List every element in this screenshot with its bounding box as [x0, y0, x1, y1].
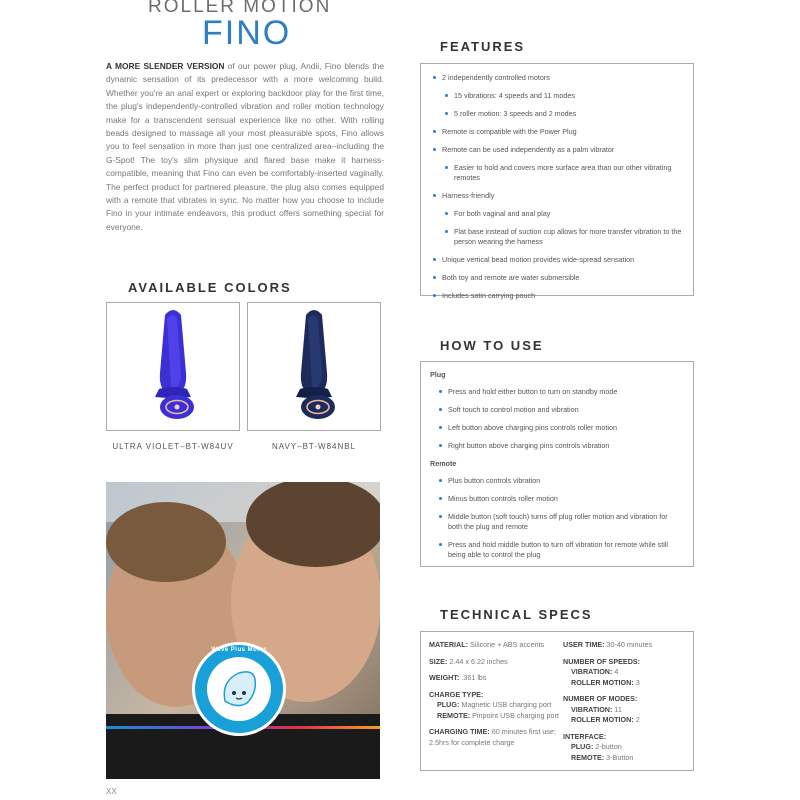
badge-text: Wave Plus Motor	[211, 647, 267, 653]
speeds-roller-label: ROLLER MOTION:	[571, 677, 634, 687]
charge-type-label: CHARGE TYPE:	[429, 689, 484, 699]
features-title: FEATURES	[440, 39, 526, 54]
feature-item: 5 roller motion: 3 speeds and 2 modes	[445, 109, 683, 119]
howto-group-label: Remote	[430, 459, 457, 468]
howto-item: Middle button (soft touch) turns off plug roller motion and vibration for both the plug and remote	[439, 512, 683, 532]
colors-title: AVAILABLE COLORS	[128, 280, 292, 295]
smiling-motor-icon	[207, 657, 271, 721]
wave-plus-motor-badge	[192, 642, 286, 736]
badge-inner-circle	[207, 657, 271, 721]
charge-remote-label: REMOTE:	[437, 710, 471, 720]
product-subtitle: ROLLER MOTION	[148, 0, 332, 17]
interface-label: INTERFACE:	[563, 731, 607, 741]
specs-left-column	[429, 640, 564, 754]
howto-item: Minus button controls roller motion	[439, 494, 683, 504]
feature-item: Remote is compatible with the Power Plug	[433, 127, 683, 137]
user-time-label: USER TIME:	[563, 640, 605, 649]
feature-item: Unique vertical bead motion provides wide-spread sensation	[433, 255, 683, 265]
charge-remote-value: Pinpoint USB charging port	[472, 710, 559, 720]
ultra-violet-caption: ULTRA VIOLET–BT-W84UV	[112, 442, 234, 451]
howto-group-label: Plug	[430, 370, 446, 379]
weight-value: .361 lbs	[461, 673, 487, 682]
user-time-value: 30-40 minutes	[606, 640, 653, 649]
speeds-vibration-value: 4	[614, 667, 619, 676]
feature-item: Includes satin carrying pouch	[433, 291, 683, 301]
feature-item: 2 independently controlled motors	[433, 73, 683, 83]
navy-plug-image	[248, 303, 380, 430]
product-card-navy	[247, 302, 381, 431]
charge-plug-label: PLUG:	[437, 700, 460, 709]
weight-label: WEIGHT:	[429, 673, 460, 682]
feature-item: For both vaginal and anal play	[445, 209, 683, 219]
howto-panel	[420, 361, 694, 567]
specs-title: TECHNICAL SPECS	[440, 607, 593, 622]
modes-roller-label: ROLLER MOTION:	[571, 715, 634, 724]
page-number: XX	[106, 787, 117, 796]
howto-item: Left button above charging pins controls roller motion	[439, 423, 683, 433]
product-card-ultra-violet	[106, 302, 240, 431]
specs-panel	[420, 631, 694, 771]
interface-remote-label: REMOTE:	[571, 752, 605, 762]
feature-item: Both toy and remote are water submersible	[433, 273, 683, 283]
material-value: Silicone + ABS accents	[470, 640, 545, 649]
feature-item: Remote can be used independently as a palm vibrator	[433, 145, 683, 155]
modes-vibration-value: 11	[614, 704, 622, 714]
ultra-violet-plug-image	[107, 303, 239, 430]
howto-item: Plus button controls vibration	[439, 476, 683, 486]
howto-item: Right button above charging pins controls vibration	[439, 441, 683, 451]
feature-item: Easier to hold and covers more surface area than our other vibrating remotes	[445, 163, 683, 183]
speeds-label: NUMBER OF SPEEDS:	[563, 656, 641, 666]
charging-time-value: 60 minutes first use; 2.5hrs for complete charge	[429, 727, 557, 747]
interface-remote-value: 3-Button	[606, 752, 634, 762]
specs-right-column	[563, 640, 691, 769]
size-label: SIZE:	[429, 656, 448, 666]
speeds-roller-value: 3	[635, 677, 640, 687]
charge-plug-value: Magnetic USB charging port	[461, 700, 552, 709]
modes-roller-value: 2	[635, 715, 640, 724]
features-panel	[420, 63, 694, 300]
charging-time-label: CHARGING TIME:	[429, 727, 490, 736]
feature-item: 15 vibrations: 4 speeds and 11 modes	[445, 91, 683, 101]
interface-plug-value: 2-button	[595, 742, 622, 751]
size-value: 2.44 x 6.22 inches	[449, 656, 508, 666]
feature-item: Flat base instead of suction cup allows for more transfer vibration to the person wearing the harness	[445, 227, 683, 247]
intro-body: of our power plug, Andii, Fino blends the dynamic sensation of its predecessor with a more welcoming build. Whether you're an anal expert or exploring backdoor play for the first time, the plug's independently-controlled vibration and roller motion technology make for a transcendent sensual experience like no other. With rolling beads designed to massage all your most pleasurable spots, Fino allows you to feel sensation in more than just one centralized area–including the G-Spot! The toy's slim physique and flared base make it harness-compatible, meaning that Fino can even be comfortably-inserted vaginally. The perfect product for partnered pleasure, the plug also comes equipped with a remote that vibrates in sync. No matter how you choose to include Fino in your intimate endeavors, this product offers something special for everyone.	[106, 61, 384, 232]
howto-title: HOW TO USE	[440, 338, 544, 353]
product-title: FINO	[202, 14, 292, 52]
modes-label: NUMBER OF MODES:	[563, 694, 638, 703]
material-label: MATERIAL:	[429, 640, 468, 649]
speeds-vibration-label: VIBRATION:	[571, 667, 613, 676]
feature-item: Harness-friendly	[433, 191, 683, 201]
lifestyle-photo	[106, 482, 380, 779]
features-list	[433, 73, 683, 301]
intro-lead: A MORE SLENDER VERSION	[106, 61, 225, 71]
howto-item: Soft touch to control motion and vibration	[439, 405, 683, 415]
intro-paragraph	[106, 60, 384, 234]
navy-caption: NAVY–BT-W84NBL	[271, 442, 357, 451]
howto-item: Press and hold either button to turn on standby mode	[439, 387, 683, 397]
interface-plug-label: PLUG:	[571, 742, 594, 751]
howto-item: Press and hold middle button to turn off vibration for remote while still being able to control the plug	[439, 540, 683, 560]
modes-vibration-label: VIBRATION:	[571, 704, 613, 714]
howto-list	[430, 370, 683, 560]
